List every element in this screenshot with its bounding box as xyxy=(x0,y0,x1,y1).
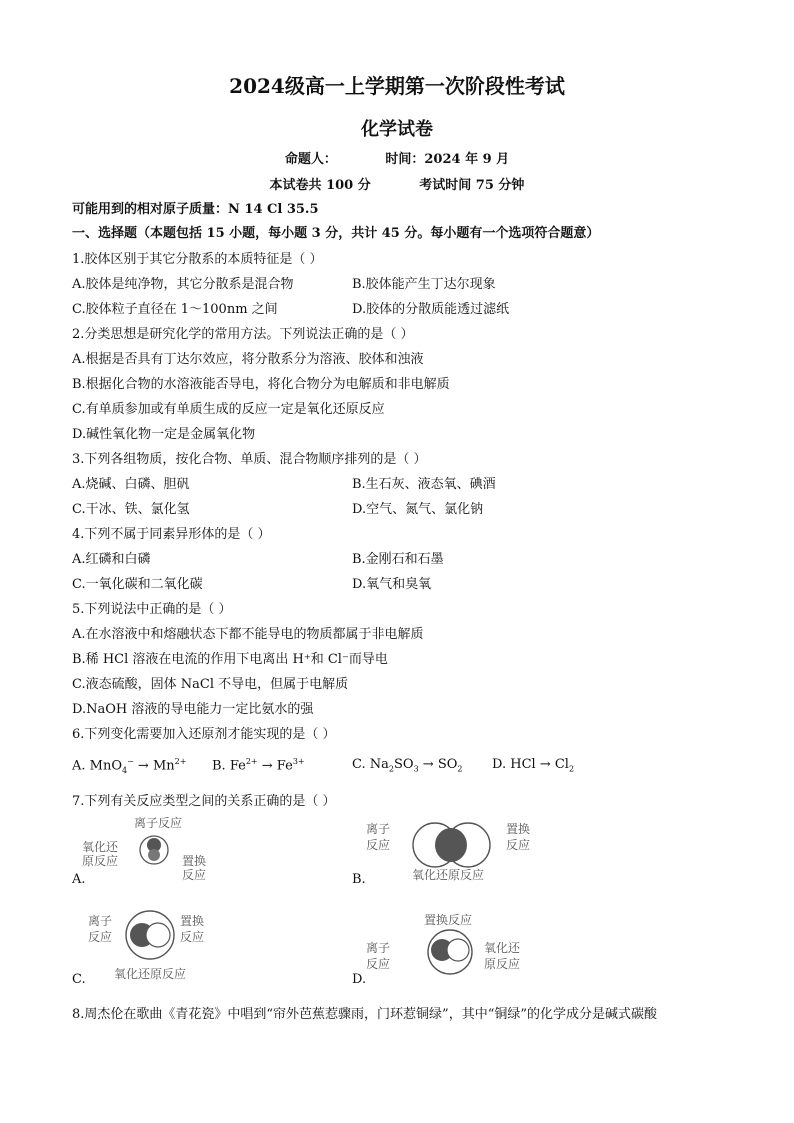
label-right-2: 反应 xyxy=(506,838,531,852)
question-6-option-d: D. HCl → $Cl_2$ xyxy=(492,757,575,774)
label-right-1: 置换 xyxy=(506,822,531,836)
question-3-option-b: B.生石灰、液态氧、碘酒 xyxy=(352,477,496,492)
question-4-option-b: B.金刚石和石墨 xyxy=(352,552,444,567)
question-7-diagram-c xyxy=(88,905,208,985)
label-top: 置换反应 xyxy=(424,913,473,927)
score-label: 本试卷共 100 分 xyxy=(269,178,371,193)
label-right-1: 置换 xyxy=(182,854,207,868)
label-left-1: 离子 xyxy=(88,914,113,928)
question-4-option-a: A.红磷和白磷 xyxy=(72,552,151,567)
label-right-2: 反应 xyxy=(182,868,207,882)
atomic-masses: 可能用到的相对原子质量：N 14 Cl 35.5 xyxy=(72,202,319,217)
question-3-option-d: D.空气、氮气、氯化钠 xyxy=(352,502,484,517)
question-7-option-b-label: B. xyxy=(352,872,366,887)
question-2-option-c: C.有单质参加或有单质生成的反应一定是氧化还原反应 xyxy=(72,402,385,417)
question-3-option-c: C.干冰、铁、氯化氢 xyxy=(72,502,190,517)
label-right-2: 反应 xyxy=(180,930,205,944)
question-7-diagram-b xyxy=(360,815,545,885)
question-2-option-a: A.根据是否具有丁达尔效应，将分散系分为溶液、胶体和浊液 xyxy=(72,352,424,367)
question-1-option-a: A.胶体是纯净物，其它分散系是混合物 xyxy=(72,277,294,292)
label-left-1: 离子 xyxy=(366,941,391,955)
label-left-1: 离子 xyxy=(366,822,391,836)
question-1-option-d: D.胶体的分散质能透过滤纸 xyxy=(352,302,510,317)
question-6-option-b: B. $Fe^{2+} \to Fe^{3+}$ xyxy=(212,757,305,774)
label-bottom: 氧化还原反应 xyxy=(114,967,187,981)
question-1-option-b: B.胶体能产生丁达尔现象 xyxy=(352,277,496,292)
label-left-1: 氧化还 xyxy=(82,840,119,854)
question-5-option-a: A.在水溶液中和熔融状态下都不能导电的物质都属于非电解质 xyxy=(72,627,424,642)
question-3-option-a: A.烧碱、白磷、胆矾 xyxy=(72,477,190,492)
label-right-1: 置换 xyxy=(180,914,205,928)
question-3-stem: 3.下列各组物质，按化合物、单质、混合物顺序排列的是（ ） xyxy=(72,452,427,467)
question-6-option-a: A. $MnO_4^- \to Mn^{2+}$ xyxy=(72,757,187,775)
label-left-2: 反应 xyxy=(366,838,391,852)
label-right-2: 原反应 xyxy=(484,957,521,971)
label-top: 离子反应 xyxy=(134,816,183,830)
question-7-stem: 7.下列有关反应类型之间的关系正确的是（ ） xyxy=(72,794,336,809)
question-7-diagram-a xyxy=(72,815,222,890)
question-5-stem: 5.下列说法中正确的是（ ） xyxy=(72,602,232,617)
label-left-2: 反应 xyxy=(88,930,113,944)
circle-replacement xyxy=(146,923,170,947)
question-6-stem: 6.下列变化需要加入还原剂才能实现的是（ ） xyxy=(72,727,336,742)
question-7-diagram-d xyxy=(366,910,536,982)
circle-redox xyxy=(435,828,467,862)
label-left-2: 反应 xyxy=(366,957,391,971)
question-5-option-c: C.液态硫酸，固体 NaCl 不导电，但属于电解质 xyxy=(72,677,349,692)
duration-label: 考试时间 75 分钟 xyxy=(419,178,525,193)
question-7-option-c-label: C. xyxy=(72,972,86,987)
question-4-stem: 4.下列不属于同素异形体的是（ ） xyxy=(72,527,271,542)
time-label: 时间：2024 年 9 月 xyxy=(385,152,510,167)
exam-subject: 化学试卷 xyxy=(361,119,433,140)
question-1-stem: 1.胶体区别于其它分散系的本质特征是（ ） xyxy=(72,252,323,267)
label-bottom: 氧化还原反应 xyxy=(412,868,485,882)
label-left-2: 原反应 xyxy=(82,854,119,868)
question-7-option-a-label: A. xyxy=(72,872,86,887)
exam-author-time xyxy=(0,148,794,167)
exam-score-duration xyxy=(0,174,794,193)
circle-replacement xyxy=(148,849,160,861)
question-8-stem: 8.周杰伦在歌曲《青花瓷》中唱到“帘外芭蕉惹骤雨，门环惹铜绿”，其中“铜绿”的化学成分是碱式碳酸 xyxy=(72,1007,657,1022)
question-5-option-b: B.稀 HCl 溶液在电流的作用下电离出 H⁺和 Cl⁻而导电 xyxy=(72,652,388,667)
label-right-1: 氧化还 xyxy=(484,941,521,955)
question-4-option-c: C.一氧化碳和二氧化碳 xyxy=(72,577,203,592)
question-4-option-d: D.氧气和臭氧 xyxy=(352,577,432,592)
question-2-stem: 2.分类思想是研究化学的常用方法。下列说法正确的是（ ） xyxy=(72,327,414,342)
question-6-option-c: C. $Na_2SO_3 \to SO_2$ xyxy=(352,757,463,774)
question-2-option-d: D.碱性氧化物一定是金属氧化物 xyxy=(72,427,256,442)
section-heading: 一、选择题（本题包括 15 小题，每小题 3 分，共计 45 分。每小题有一个选项符合题意） xyxy=(72,226,600,241)
exam-title: 2024级高一上学期第一次阶段性考试 xyxy=(229,74,565,98)
circle-replacement xyxy=(447,939,469,961)
author-label: 命题人： xyxy=(284,152,337,167)
question-2-option-b: B.根据化合物的水溶液能否导电，将化合物分为电解质和非电解质 xyxy=(72,377,450,392)
question-7-option-d-label: D. xyxy=(352,972,367,987)
question-1-option-c: C.胶体粒子直径在 1～100nm 之间 xyxy=(72,302,278,317)
question-5-option-d: D.NaOH 溶液的导电能力一定比氨水的强 xyxy=(72,702,314,717)
